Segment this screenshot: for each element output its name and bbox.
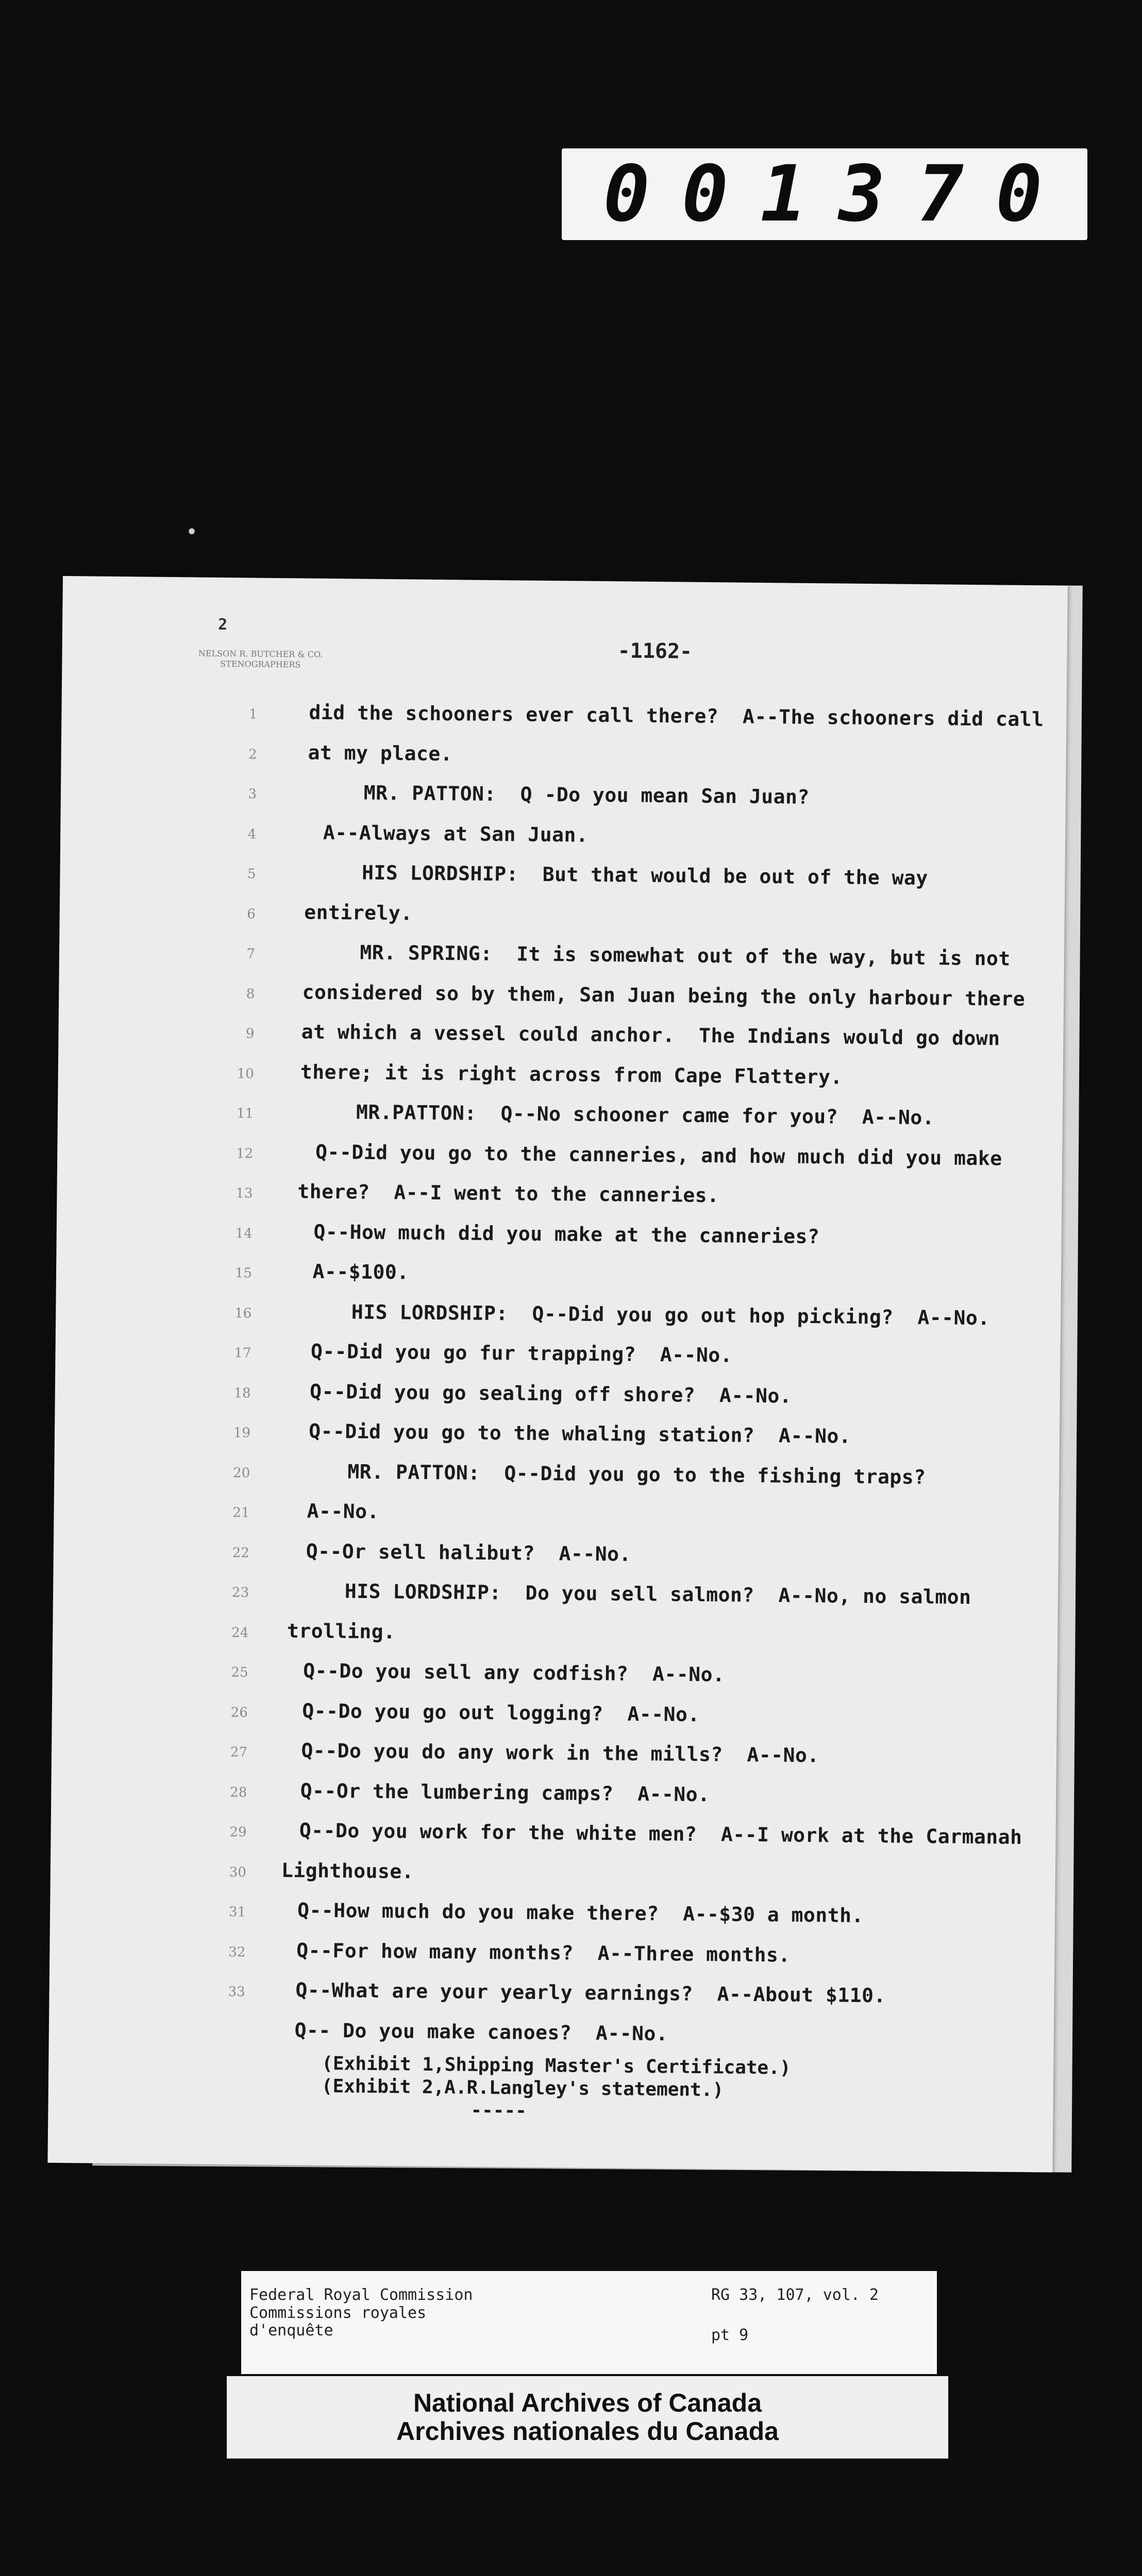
transcript-line xyxy=(54,1457,1059,1498)
line-text: HIS LORDSHIP: Do you sell salmon? A--No, no salmon xyxy=(344,1580,971,1609)
collection-line-2: Commissions royales xyxy=(249,2303,427,2322)
line-number: 20 xyxy=(233,1465,250,1481)
line-text: Q--Do you go out logging? A--No. xyxy=(302,1699,700,1726)
line-number: 24 xyxy=(231,1624,249,1641)
line-number: 32 xyxy=(228,1944,246,1960)
transcript-line xyxy=(60,818,1065,859)
line-number: 21 xyxy=(232,1505,250,1521)
line-number: 30 xyxy=(229,1864,247,1880)
firm-name: NELSON R. BUTCHER & CO. xyxy=(198,648,323,659)
transcript-line xyxy=(58,1058,1063,1098)
line-number: 22 xyxy=(232,1545,249,1561)
line-text: did the schooners ever call there? A--The schooners did call xyxy=(309,701,1044,731)
line-number: 33 xyxy=(228,1984,245,2000)
transcript-line xyxy=(56,1217,1061,1258)
line-text: there? A--I went to the canneries. xyxy=(297,1180,719,1207)
collection-line-3: d'enquête xyxy=(249,2321,333,2340)
line-number: 27 xyxy=(230,1744,248,1760)
transcript-page xyxy=(47,576,1067,2173)
exhibit-2-note: (Exhibit 2,A.R.Langley's statement.) xyxy=(321,2075,724,2101)
line-number: 13 xyxy=(236,1185,253,1201)
line-text: HIS LORDSHIP: Q--Did you go out hop picking? A--No. xyxy=(351,1300,990,1329)
line-number: 18 xyxy=(233,1385,251,1401)
transcript-line xyxy=(61,699,1066,739)
line-text: Q-- Do you make canoes? A--No. xyxy=(294,2018,668,2045)
line-text: Q--How much do you make there? A--$30 a month. xyxy=(297,1899,864,1927)
line-text: at my place. xyxy=(308,741,453,765)
line-text: Q--For how many months? A--Three months. xyxy=(296,1938,791,1967)
line-text: A--$100. xyxy=(312,1260,409,1284)
transcript-line xyxy=(56,1258,1061,1298)
line-text: MR. SPRING: It is somewhat out of the way, but is not xyxy=(360,941,1011,970)
transcript-line xyxy=(50,1896,1055,1937)
line-text: A--No. xyxy=(307,1499,380,1523)
transcript-line xyxy=(59,938,1064,979)
archive-label xyxy=(227,2376,948,2459)
line-text: HIS LORDSHIP: But that would be out of the way xyxy=(361,861,929,890)
line-number: 16 xyxy=(234,1305,252,1321)
line-text: Q--Or sell halibut? A--No. xyxy=(306,1539,632,1566)
line-number: 6 xyxy=(247,906,256,922)
transcript-line xyxy=(59,898,1064,939)
line-text: considered so by them, San Juan being the only harbour there xyxy=(302,980,1026,1010)
line-number: 5 xyxy=(247,866,256,882)
transcript-line xyxy=(53,1577,1058,1618)
line-text: MR. PATTON: Q -Do you mean San Juan? xyxy=(363,781,810,808)
transcript-line xyxy=(49,1976,1054,2017)
archive-name-en: National Archives of Canada xyxy=(413,2388,762,2417)
transcript-line xyxy=(51,1856,1055,1897)
line-number: 26 xyxy=(230,1704,248,1721)
line-number: 9 xyxy=(245,1026,255,1042)
line-text: A--Always at San Juan. xyxy=(323,821,589,846)
transcript-line xyxy=(57,1138,1062,1178)
transcript-line xyxy=(52,1737,1056,1777)
film-speck: • xyxy=(186,520,198,544)
transcript-line xyxy=(59,978,1064,1019)
page-number: -1162- xyxy=(617,639,693,664)
line-number: 19 xyxy=(233,1425,251,1441)
line-text: Q--Did you go sealing off shore? A--No. xyxy=(309,1380,792,1408)
line-text: Q--Did you go to the whaling station? A--No. xyxy=(309,1419,851,1448)
line-text: trolling. xyxy=(287,1619,396,1643)
transcript-line xyxy=(52,1657,1057,1698)
line-text: MR.PATTON: Q--No schooner came for you? A--No. xyxy=(356,1100,935,1129)
line-number: 1 xyxy=(248,706,258,722)
line-number: 31 xyxy=(228,1904,246,1920)
transcript-line xyxy=(54,1537,1059,1578)
line-number: 17 xyxy=(234,1345,251,1361)
firm-role: STENOGRAPHERS xyxy=(220,658,301,670)
transcript-line xyxy=(58,1098,1063,1139)
transcript-line xyxy=(49,1936,1054,1977)
line-number: 14 xyxy=(235,1225,253,1242)
transcript-line xyxy=(61,778,1066,819)
transcript-line xyxy=(55,1377,1060,1418)
transcript-line xyxy=(60,858,1065,899)
microfilm-frame-number xyxy=(562,148,1087,240)
transcript-line xyxy=(53,1617,1057,1657)
transcript-line xyxy=(56,1297,1061,1338)
transcript-line xyxy=(55,1337,1060,1378)
transcript-line xyxy=(55,1417,1060,1458)
line-number: 12 xyxy=(236,1145,254,1162)
end-mark: ----- xyxy=(471,2099,527,2122)
line-number: 15 xyxy=(234,1265,253,1281)
transcript-line xyxy=(61,738,1066,779)
line-text: Q--Did you go fur trapping? A--No. xyxy=(310,1340,733,1367)
line-text: Lighthouse. xyxy=(281,1858,414,1883)
line-number: 8 xyxy=(246,986,255,1002)
line-number: 7 xyxy=(246,946,256,962)
line-text: MR. PATTON: Q--Did you go to the fishing traps? xyxy=(347,1460,926,1488)
line-text: Q--Did you go to the canneries, and how much did you make xyxy=(315,1140,1002,1170)
transcript-line xyxy=(49,2016,1054,2057)
line-text: entirely. xyxy=(304,901,413,925)
transcript-line xyxy=(57,1178,1062,1218)
line-number: 3 xyxy=(248,786,257,802)
line-number: 2 xyxy=(248,746,257,762)
line-number: 10 xyxy=(237,1065,254,1082)
line-number: 23 xyxy=(231,1585,249,1601)
line-text: Q--How much did you make at the canneries? xyxy=(313,1220,820,1248)
line-text: at which a vessel could anchor. The Indians would go down xyxy=(301,1020,1000,1050)
line-text: Q--Or the lumbering camps? A--No. xyxy=(300,1779,710,1806)
line-text: Q--Do you sell any codfish? A--No. xyxy=(303,1659,725,1686)
transcript-line xyxy=(51,1776,1056,1817)
collection-name xyxy=(249,2286,473,2340)
transcript-line xyxy=(51,1817,1055,1857)
record-group-reference: RG 33, 107, vol. 2 xyxy=(711,2286,879,2304)
stenographer-imprint xyxy=(167,648,353,670)
line-number: 4 xyxy=(247,826,257,842)
line-text: Q--Do you work for the white men? A--I work at the Carmanah xyxy=(299,1819,1022,1849)
archive-name-fr: Archives nationales du Canada xyxy=(396,2417,779,2446)
line-number: 11 xyxy=(236,1106,254,1122)
collection-line-1: Federal Royal Commission xyxy=(249,2286,473,2304)
transcript-line xyxy=(58,1018,1063,1059)
line-number: 28 xyxy=(230,1784,247,1801)
frame-number-digits: 001370 xyxy=(603,149,1074,239)
line-text: Q--What are your yearly earnings? A--About $110. xyxy=(295,1978,886,2007)
transcript-line xyxy=(52,1697,1057,1737)
line-number: 25 xyxy=(231,1665,248,1681)
page-corner-mark: 2 xyxy=(217,615,228,634)
line-number: 29 xyxy=(229,1824,247,1840)
part-number: pt 9 xyxy=(711,2326,749,2344)
transcript-line xyxy=(54,1497,1059,1538)
exhibit-1-note: (Exhibit 1,Shipping Master's Certificate.) xyxy=(322,2053,791,2079)
reference-card xyxy=(241,2271,937,2374)
line-text: there; it is right across from Cape Flattery. xyxy=(300,1060,843,1089)
line-text: Q--Do you do any work in the mills? A--No. xyxy=(301,1739,819,1767)
